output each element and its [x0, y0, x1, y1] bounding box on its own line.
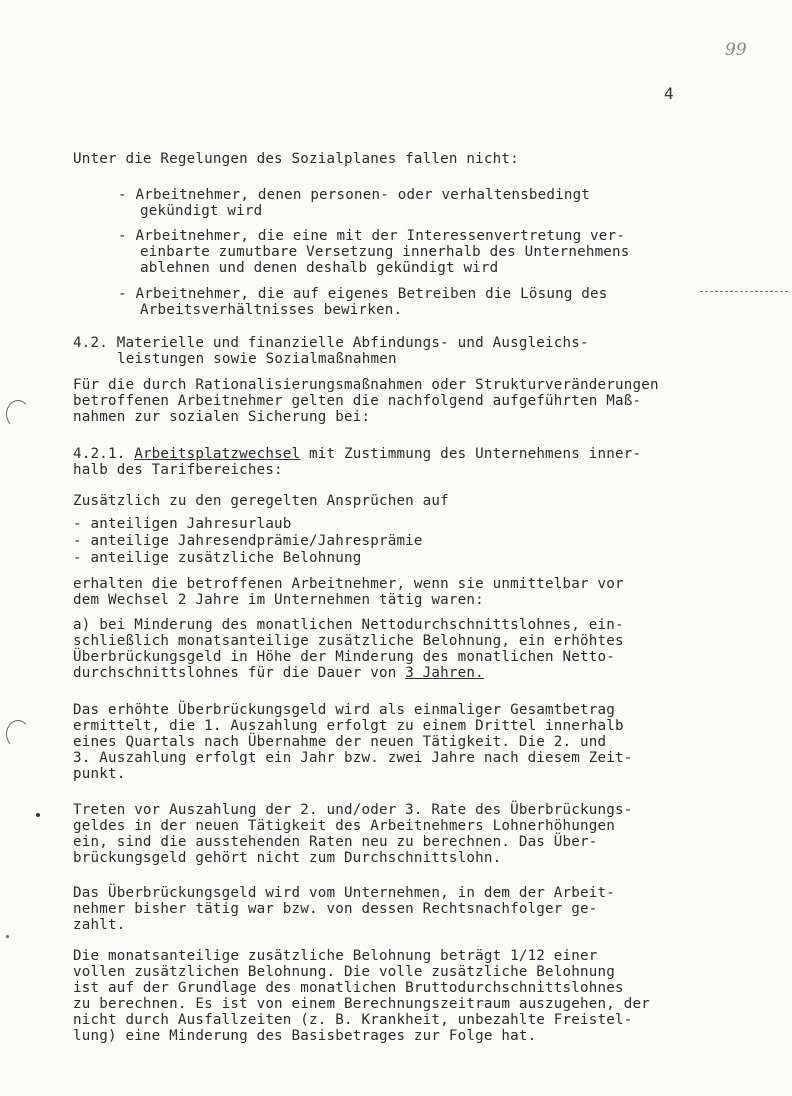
paragraph-line: Das Überbrückungsgeld wird vom Unternehmen, in dem der Arbeit- [73, 885, 615, 901]
paragraph-line: zahlt. [73, 917, 126, 933]
paragraph-line: dem Wechsel 2 Jahre im Unternehmen tätig waren: [73, 592, 484, 608]
list-item: - anteilige zusätzliche Belohnung [73, 550, 362, 566]
paragraph-line: geldes in der neuen Tätigkeit des Arbeitnehmers Lohnerhöhungen [73, 818, 615, 834]
handwritten-folio-number: 99 [725, 40, 747, 60]
exclusion-item-3-cont: Arbeitsverhältnisses bewirken. [140, 302, 403, 318]
paragraph-line: nehmer bisher tätig war bzw. von dessen Rechtsnachfolger ge- [73, 901, 598, 917]
heading-text: mit Zustimmung des Unternehmens inner- [300, 446, 642, 462]
section-4-2-heading: 4.2. Materielle und finanzielle Abfindungs- und Ausgleichs- [73, 335, 589, 351]
exclusion-item-2: - Arbeitnehmer, die eine mit der Interessenvertretung ver- [118, 228, 626, 244]
paragraph-line: ist auf der Grundlage des monatlichen Bruttodurchschnittslohnes [73, 980, 624, 996]
section-4-2-heading-cont: leistungen sowie Sozialmaßnahmen [117, 351, 397, 367]
underlined-term: Arbeitsplatzwechsel [134, 446, 301, 462]
paragraph-line: erhalten die betroffenen Arbeitnehmer, wenn sie unmittelbar vor [73, 576, 624, 592]
scan-dot [36, 813, 40, 817]
paragraph-line: Zusätzlich zu den geregelten Ansprüchen auf [73, 493, 449, 509]
punch-hole-mark [6, 720, 30, 748]
list-item: - anteiligen Jahresurlaub [73, 516, 292, 532]
punch-hole-mark [6, 400, 30, 428]
paragraph-line: zu berechnen. Es ist von einem Berechnungszeitraum auszugehen, der [73, 996, 650, 1012]
exclusion-item-1: - Arbeitnehmer, denen personen- oder verhaltensbedingt [118, 187, 591, 203]
paragraph-line: vollen zusätzlichen Belohnung. Die volle zusätzliche Belohnung [73, 964, 615, 980]
paragraph-line: betroffenen Arbeitnehmer gelten die nachfolgend aufgeführten Maß- [73, 393, 642, 409]
underlined-duration: 3 Jahren. [405, 665, 484, 681]
list-item: - anteilige Jahresendprämie/Jahresprämie [73, 533, 423, 549]
paragraph-line: schließlich monatsanteilige zusätzliche Belohnung, ein erhöhtes [73, 633, 624, 649]
exclusion-item-1-cont: gekündigt wird [140, 203, 263, 219]
paragraph-line: ermittelt, die 1. Auszahlung erfolgt zu einem Drittel innerhalb [73, 718, 624, 734]
text-span: durchschnittslohnes für die Dauer von [73, 665, 406, 681]
paragraph-line: Das erhöhte Überbrückungsgeld wird als einmaliger Gesamtbetrag [73, 702, 615, 718]
exclusion-item-2-cont: einbarte zumutbare Versetzung innerhalb des Unternehmens [140, 244, 630, 260]
paragraph-line: Überbrückungsgeld in Höhe der Minderung des monatlichen Netto- [73, 649, 615, 665]
paragraph-line: 3. Auszahlung erfolgt ein Jahr bzw. zwei Jahre nach diesem Zeit- [73, 750, 633, 766]
paragraph-line: ein, sind die ausstehenden Raten neu zu berechnen. Das Über- [73, 834, 598, 850]
paragraph-line: Die monatsanteilige zusätzliche Belohnung beträgt 1/12 einer [73, 948, 598, 964]
exclusion-item-3: - Arbeitnehmer, die auf eigenes Betreiben die Lösung des [118, 286, 608, 302]
paragraph-line [73, 665, 484, 681]
exclusion-item-2-cont: ablehnen und denen deshalb gekündigt wird [140, 260, 499, 276]
paragraph-line: nahmen zur sozialen Sicherung bei: [73, 409, 371, 425]
paragraph-line: punkt. [73, 766, 126, 782]
page-number: 4 [664, 84, 674, 103]
paragraph-line: lung) eine Minderung des Basisbetrages zur Folge hat. [73, 1028, 537, 1044]
paragraph-line: eines Quartals nach Übernahme der neuen Tätigkeit. Die 2. und [73, 734, 607, 750]
exclusions-heading: Unter die Regelungen des Sozialplanes fallen nicht: [73, 151, 519, 167]
paragraph-line: a) bei Minderung des monatlichen Nettodurchschnittslohnes, ein- [73, 617, 624, 633]
margin-scan-line [700, 291, 788, 292]
paragraph-line: brückungsgeld gehört nicht zum Durchschnittslohn. [73, 850, 502, 866]
section-4-2-1-heading [73, 446, 641, 462]
scan-speck [6, 935, 9, 938]
paragraph-line: Für die durch Rationalisierungsmaßnahmen oder Strukturveränderungen [73, 377, 659, 393]
paragraph-line: nicht durch Ausfallzeiten (z. B. Krankheit, unbezahlte Freistel- [73, 1012, 633, 1028]
section-number: 4.2.1. [73, 446, 135, 462]
section-4-2-1-heading-cont: halb des Tarifbereiches: [73, 462, 283, 478]
paragraph-line: Treten vor Auszahlung der 2. und/oder 3. Rate des Überbrückungs- [73, 802, 633, 818]
